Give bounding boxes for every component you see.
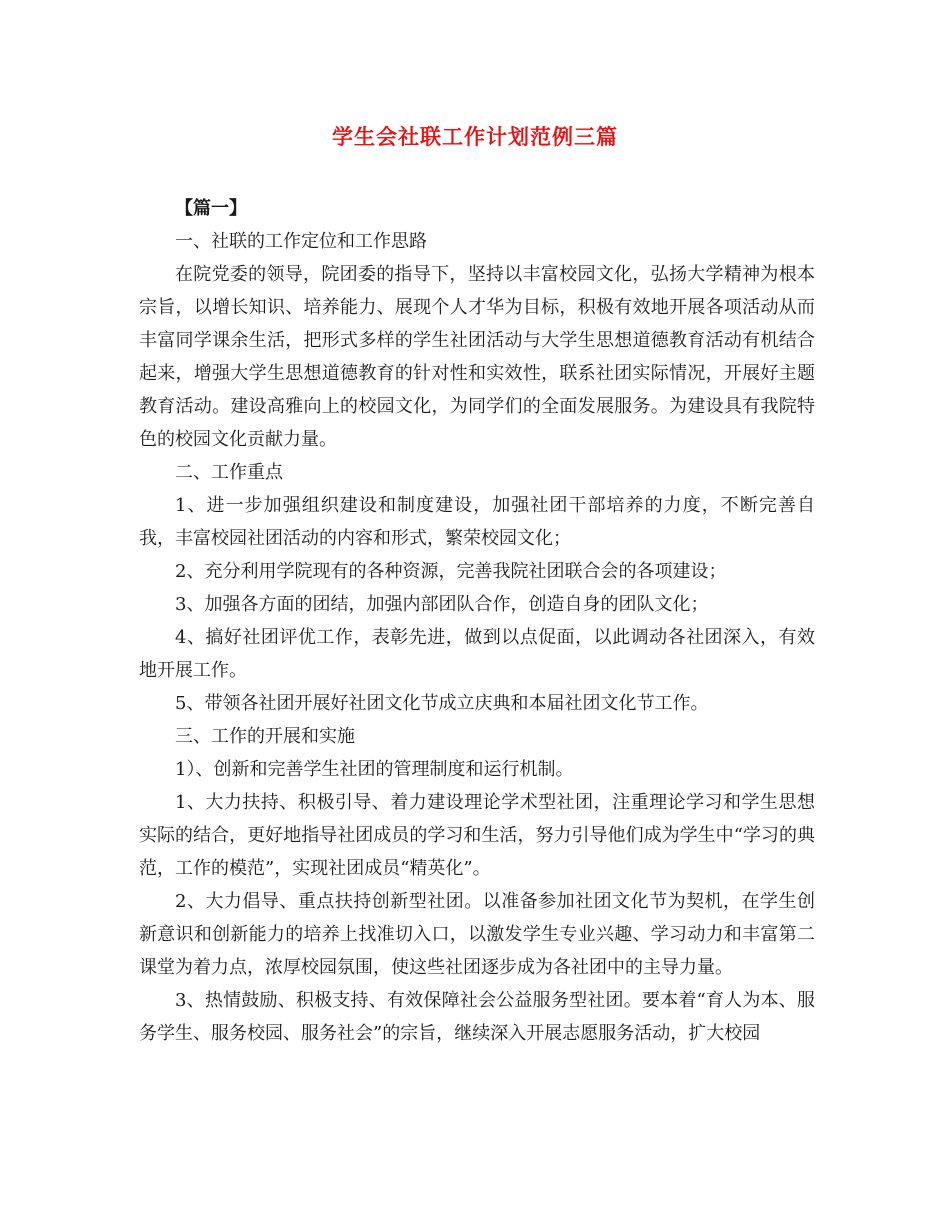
paragraph: 2、大力倡导、重点扶持创新型社团。以准备参加社团文化节为契机，在学生创新意识和创新能力的培养上找准切入口，以激发学生专业兴趣、学习动力和丰富第二课堂为着力点，浓厚校园氛围，使这些社团逐步成为各社团中的主导力量。 [139,891,815,978]
document-body [139,192,815,1050]
paragraph: 3、热情鼓励、积极支持、有效保障社会公益服务型社团。要本着“育人为本、服务学生、服务校园、服务社会”的宗旨，继续深入开展志愿服务活动，扩大校园 [139,990,815,1044]
document-title: 学生会社联工作计划范例三篇 [332,124,618,149]
paragraph: 3、加强各方面的团结，加强内部团队合作，创造自身的团队文化； [175,594,709,615]
paragraph: 1）、创新和完善学生社团的管理制度和运行机制。 [175,759,574,780]
subheading: 一、社联的工作定位和工作思路 [175,231,427,252]
section-heading: 【篇一】 [175,198,247,219]
paragraph: 2、充分利用学院现有的各种资源，完善我院社团联合会的各项建设； [175,561,727,582]
paragraph: 5、带领各社团开展好社团文化节成立庆典和本届社团文化节工作。 [175,693,709,714]
subheading: 三、工作的开展和实施 [175,726,355,747]
paragraph: 4、搞好社团评优工作，表彰先进，做到以点促面，以此调动各社团深入，有效地开展工作。 [139,627,815,681]
paragraph: 在院党委的领导，院团委的指导下，坚持以丰富校园文化，弘扬大学精神为根本宗旨，以增长知识、培养能力、展现个人才华为目标，积极有效地开展各项活动从而丰富同学课余生活，把形式多样的学生社团活动与大学生思想道德教育活动有机结合起来，增强大学生思想道德教育的针对性和实效性，联系社团实际情况，开展好主题教育活动。建设高雅向上的校园文化，为同学们的全面发展服务。为建设具有我院特色的校园文化贡献力量。 [139,264,815,450]
subheading: 二、工作重点 [175,462,283,483]
paragraph: 1、大力扶持、积极引导、着力建设理论学术型社团，注重理论学习和学生思想实际的结合，更好地指导社团成员的学习和生活，努力引导他们成为学生中“学习的典范，工作的模范”，实现社团成员“精英化”。 [139,792,815,879]
paragraph: 1、进一步加强组织建设和制度建设，加强社团干部培养的力度，不断完善自我，丰富校园社团活动的内容和形式，繁荣校园文化； [139,495,815,549]
